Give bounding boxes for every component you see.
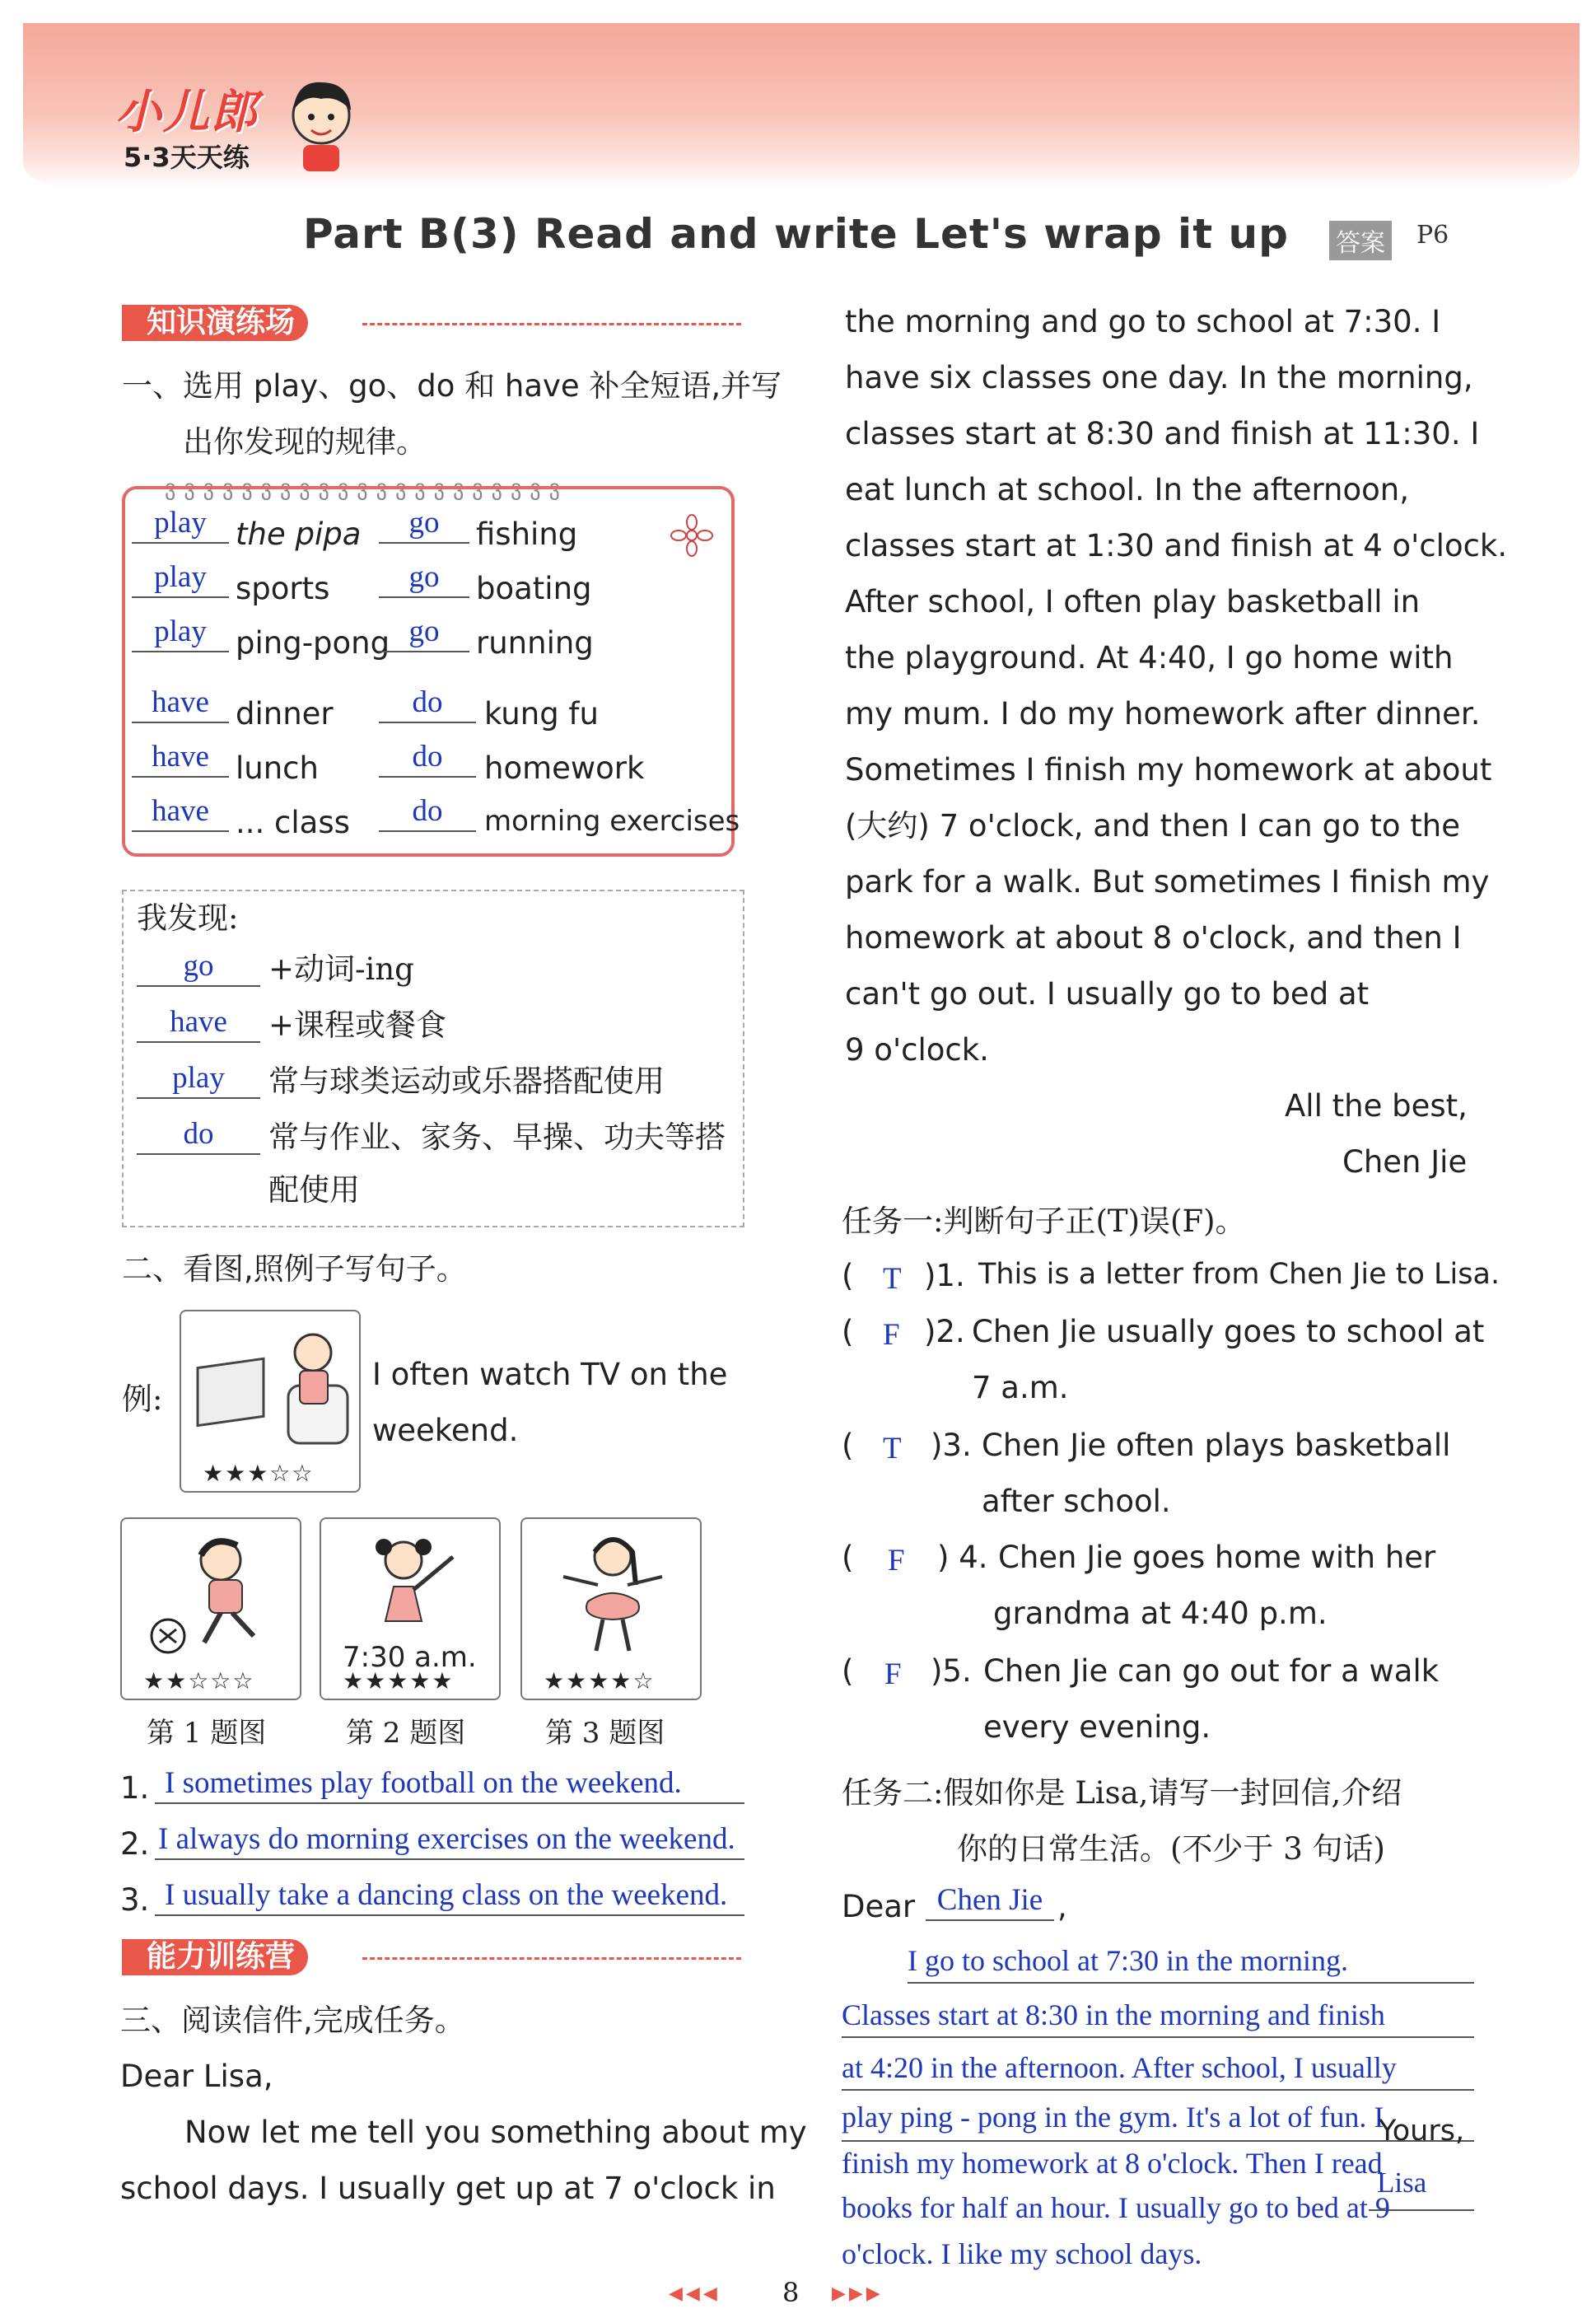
- tf-number: )2.: [924, 1314, 965, 1349]
- brand-logo: 小儿郎: [115, 86, 259, 139]
- example-label: 例:: [122, 1381, 163, 1417]
- tf-number: )3.: [931, 1428, 972, 1463]
- phrase-row: [132, 613, 725, 667]
- letter-line: the playground. At 4:40, I go home with: [845, 640, 1454, 675]
- picture-stars: ★★☆☆☆: [143, 1667, 255, 1694]
- phrase-text: ping-pong: [236, 625, 390, 661]
- tf-number: )5.: [931, 1653, 972, 1689]
- q2-prompt: 二、看图,照例子写句子。: [122, 1251, 467, 1287]
- football-player-icon: [130, 1527, 295, 1659]
- answer-blank: go: [379, 504, 469, 544]
- discover-title: 我发现:: [137, 900, 239, 936]
- reply-line: books for half an hour. I usually go to bed at 9: [842, 2191, 1390, 2224]
- task1-prompt: 任务一:判断句子正(T)误(F)。: [842, 1204, 1246, 1239]
- phrase-text: morning exercises: [484, 805, 740, 838]
- section-divider: [362, 1957, 741, 1960]
- tf-number: )1.: [924, 1258, 965, 1293]
- letter-line: can't go out. I usually go to bed at: [845, 976, 1370, 1012]
- section-knowledge: [122, 305, 308, 341]
- discover-rule: +课程或餐食: [268, 1007, 447, 1043]
- tf-statement: Chen Jie goes home with her: [998, 1540, 1436, 1575]
- answer-blank: go: [137, 947, 260, 987]
- example-line1: I often watch TV on the: [372, 1357, 728, 1392]
- letter-line: After school, I often play basketball in: [845, 584, 1421, 619]
- answer-page: P6: [1416, 221, 1449, 250]
- section-knowledge-label: 知识演练场: [122, 305, 308, 341]
- discover-rule: 常与作业、家务、早操、功夫等搭: [268, 1119, 726, 1155]
- reply-line: I go to school at 7:30 in the morning.: [908, 1944, 1348, 1977]
- letter-line: Now let me tell you something about my: [184, 2115, 807, 2150]
- tf-answer: F: [888, 1544, 905, 1578]
- example-picture: [180, 1310, 361, 1493]
- task2-prompt-line1: 任务二:假如你是 Lisa,请写一封回信,介绍: [842, 1775, 1402, 1811]
- reply-line: Classes start at 8:30 in the morning and finish: [842, 1998, 1385, 2031]
- phrase-text: kung fu: [484, 696, 599, 731]
- picture-stars: ★★★★☆: [544, 1667, 656, 1694]
- letter-closing: All the best,: [1285, 1088, 1468, 1124]
- answer-line: [120, 1877, 746, 1923]
- phrase-text: ... class: [236, 805, 350, 840]
- reply-line: at 4:20 in the afternoon. After school, I usually: [842, 2051, 1397, 2084]
- phrase-text: lunch: [236, 750, 319, 786]
- page-title: Part B(3) Read and write Let's wrap it up: [303, 210, 1289, 258]
- mascot-icon: [280, 74, 362, 173]
- phrase-row: [132, 559, 725, 613]
- picture-q3: [520, 1517, 702, 1700]
- page-number: 8: [782, 2277, 800, 2308]
- answer-blank: have: [132, 738, 229, 778]
- phrase-text: fishing: [476, 516, 578, 552]
- phrase-text: the pipa: [236, 516, 362, 552]
- answer-blank: go: [379, 559, 469, 598]
- phrase-text: sports: [236, 571, 330, 606]
- footer-arrows-right-icon: ▶▶▶: [832, 2283, 884, 2304]
- letter-line: the morning and go to school at 7:30. I: [845, 304, 1441, 339]
- answer-blank: play: [132, 613, 229, 652]
- tf-statement-cont: every evening.: [983, 1709, 1211, 1745]
- discover-rule: +动词-ing: [268, 951, 414, 987]
- reply-comma: ,: [1057, 1889, 1067, 1924]
- picture-q1: [120, 1517, 301, 1700]
- discover-box: [122, 890, 744, 1227]
- example-line2: weekend.: [372, 1413, 519, 1448]
- answer-blank: play: [132, 504, 229, 544]
- writing-line: [908, 1982, 1474, 1984]
- answer-text: I usually take a dancing class on the weekend.: [155, 1877, 744, 1916]
- tf-answer: T: [883, 1262, 902, 1296]
- phrase-text: homework: [484, 750, 645, 786]
- section-divider: [362, 323, 741, 325]
- section-ability-label: 能力训练营: [122, 1939, 308, 1975]
- dancing-girl-icon: [530, 1527, 695, 1659]
- answer-blank: do: [379, 684, 476, 723]
- phrase-text: boating: [476, 571, 592, 606]
- letter-line: my mum. I do my homework after dinner.: [845, 696, 1481, 731]
- reply-line: play ping - pong in the gym. It's a lot of fun. I: [842, 2101, 1384, 2134]
- answer-number: 1.: [120, 1770, 150, 1806]
- tf-statement-cont: after school.: [982, 1484, 1171, 1519]
- reply-greeting: Dear: [842, 1889, 916, 1924]
- tf-statement: This is a letter from Chen Jie to Lisa.: [978, 1258, 1500, 1291]
- tf-statement-cont: grandma at 4:40 p.m.: [993, 1596, 1328, 1631]
- task2-prompt-line2: 你的日常生活。(不少于 3 句话): [957, 1831, 1385, 1867]
- letter-line: 9 o'clock.: [845, 1032, 989, 1068]
- letter-line: eat lunch at school. In the afternoon,: [845, 472, 1409, 507]
- tf-statement: Chen Jie often plays basketball: [982, 1428, 1451, 1463]
- phrase-row: [132, 504, 725, 559]
- answer-text: I always do morning exercises on the weekend.: [155, 1821, 744, 1860]
- reply-line: o'clock. I like my school days.: [842, 2237, 1202, 2270]
- answer-line: [120, 1764, 746, 1811]
- brand-subtitle: 5·3天天练: [124, 142, 250, 173]
- reply-recipient: Chen Jie: [926, 1881, 1054, 1921]
- picture-time: 7:30 a.m.: [343, 1641, 477, 1674]
- tv-watching-icon: [189, 1320, 354, 1451]
- tf-answer: T: [883, 1432, 902, 1465]
- letter-line: (大约) 7 o'clock, and then I can go to the: [845, 808, 1461, 844]
- tf-statement-cont: 7 a.m.: [972, 1370, 1069, 1405]
- picture-label: 第 1 题图: [147, 1717, 267, 1750]
- letter-line: school days. I usually get up at 7 o'clock in: [120, 2171, 776, 2206]
- tf-answer: F: [883, 1318, 900, 1352]
- letter-line: have six classes one day. In the morning,: [845, 360, 1473, 395]
- footer-arrows-left-icon: ◀◀◀: [669, 2283, 721, 2304]
- writing-line: [842, 2089, 1474, 2091]
- answer-text: I sometimes play football on the weekend.: [155, 1764, 744, 1804]
- q1-prompt-line1: 一、选用 play、go、do 和 have 补全短语,并写: [122, 368, 782, 404]
- tf-number: ) 4.: [937, 1540, 988, 1575]
- answer-blank: do: [137, 1115, 260, 1155]
- picture-stars: ★★★★★: [343, 1667, 455, 1694]
- answer-blank: have: [137, 1003, 260, 1043]
- phrase-row: [132, 738, 725, 792]
- phrase-text: dinner: [236, 696, 334, 731]
- discover-rule: 常与球类运动或乐器搭配使用: [268, 1063, 665, 1099]
- answer-number: 3.: [120, 1882, 150, 1918]
- answer-blank: have: [132, 792, 229, 832]
- answer-line: [120, 1821, 746, 1867]
- letter-line: park for a walk. But sometimes I finish my: [845, 864, 1490, 900]
- reply-closing: Yours,: [1379, 2115, 1465, 2148]
- q1-prompt-line2: 出你发现的规律。: [183, 424, 427, 460]
- phrase-text: running: [476, 625, 594, 661]
- answer-blank: have: [132, 684, 229, 723]
- reply-signature: Lisa: [1377, 2166, 1427, 2199]
- reply-line: finish my homework at 8 o'clock. Then I read: [842, 2147, 1383, 2180]
- letter-line: classes start at 1:30 and finish at 4 o'clock.: [845, 528, 1508, 563]
- letter-line: classes start at 8:30 and finish at 11:30. I: [845, 416, 1480, 451]
- phrase-row: [132, 792, 740, 847]
- answer-blank: play: [137, 1059, 260, 1099]
- answer-number: 2.: [120, 1826, 150, 1862]
- notebook-rings: ვვვვვვვვვვვვვვვვვვვვვ: [165, 476, 568, 501]
- answer-blank: do: [379, 738, 476, 778]
- answer-blank: go: [379, 613, 469, 652]
- answer-blank: do: [379, 792, 476, 832]
- section-ability: [122, 1939, 308, 1975]
- phrase-row: [132, 684, 725, 738]
- example-stars: ★★★☆☆: [203, 1460, 315, 1487]
- q3-prompt: 三、阅读信件,完成任务。: [120, 2003, 465, 2038]
- answer-tag: 答案: [1329, 221, 1392, 260]
- letter-greeting: Dear Lisa,: [120, 2059, 273, 2094]
- picture-label: 第 3 题图: [545, 1717, 665, 1750]
- tf-answer: F: [884, 1657, 902, 1691]
- picture-label: 第 2 题图: [346, 1717, 466, 1750]
- exercising-girl-icon: [329, 1524, 494, 1639]
- writing-line: [842, 2036, 1474, 2038]
- letter-signature: Chen Jie: [1342, 1144, 1468, 1180]
- tf-statement: Chen Jie usually goes to school at: [972, 1314, 1485, 1349]
- letter-line: Sometimes I finish my homework at about: [845, 752, 1492, 788]
- letter-line: homework at about 8 o'clock, and then I: [845, 920, 1462, 956]
- discover-rule-cont: 配使用: [268, 1172, 360, 1208]
- tf-statement: Chen Jie can go out for a walk: [983, 1653, 1440, 1689]
- picture-q2: [320, 1517, 501, 1700]
- answer-blank: play: [132, 559, 229, 598]
